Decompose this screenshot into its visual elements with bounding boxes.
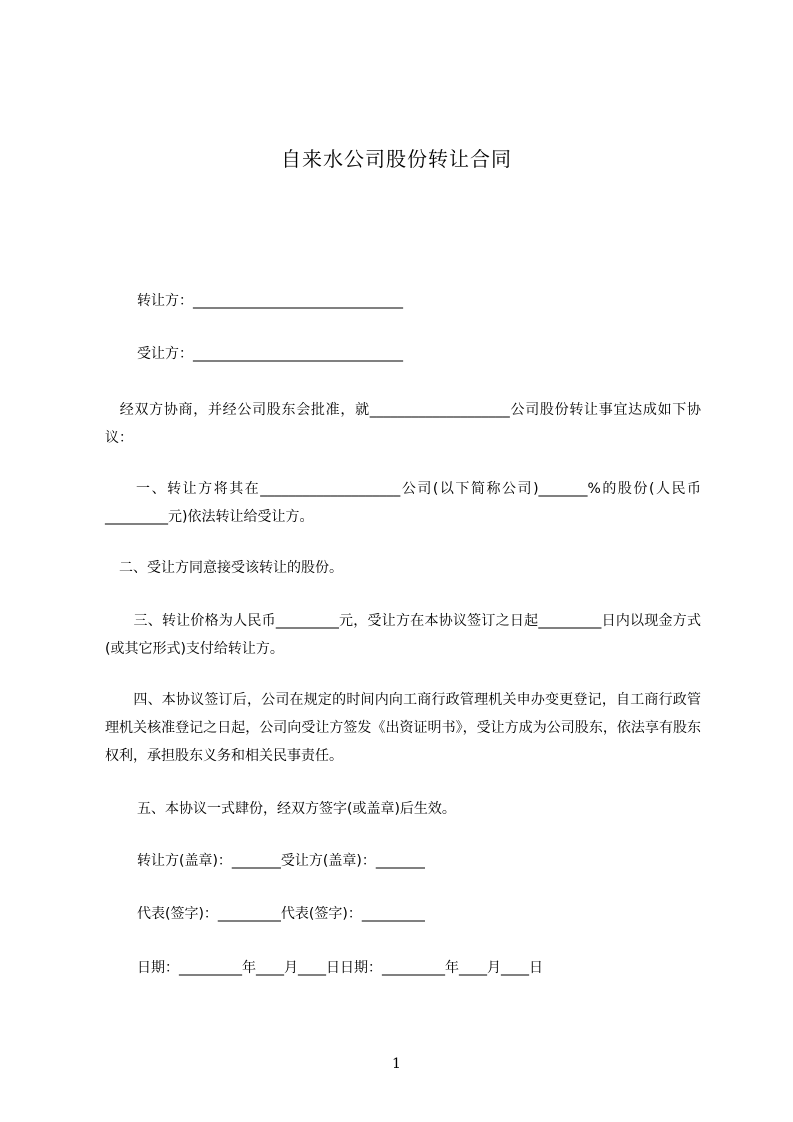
- clause-2-paragraph: 二、受让方同意接受该转让的股份。: [105, 560, 343, 576]
- clause-5-paragraph: 五、本协议一式肆份，经双方签字(或盖章)后生效。: [137, 801, 456, 817]
- representative-signature-line: 代表(签字)：_________代表(签字)：_________: [137, 906, 425, 922]
- clause-3-paragraph: 三、转让价格为人民币_________元，受让方在本协议签订之日起_________日内以现金方式(或其它形式)支付给转让方。: [105, 613, 701, 657]
- page-number: 1: [392, 1056, 401, 1072]
- seal-signature-line: 转让方(盖章)：_______受让方(盖章)：_______: [137, 853, 425, 869]
- date-line: 日期：_________年____月____日日期：_________年____月____日: [137, 960, 543, 976]
- transferee-line: 受让方：______________________________: [137, 346, 403, 362]
- intro-paragraph: 经双方协商，并经公司股东会批准，就____________________公司股份转让事宜达成如下协议：: [105, 402, 701, 446]
- clause-1-paragraph: 一、转让方将其在____________________公司(以下简称公司)_______%的股份(人民币_________元)依法转让给受让方。: [105, 481, 701, 525]
- document-title: 自来水公司股份转让合同: [281, 147, 512, 171]
- transferor-line: 转让方：______________________________: [137, 293, 403, 309]
- clause-4-paragraph: 四、本协议签订后，公司在规定的时间内向工商行政管理机关申办变更登记，自工商行政管理机关核准登记之日起，公司向受让方签发《出资证明书》，受让方成为公司股东，依法享有股东权利，承担股东义务和相关民事责任。: [105, 692, 701, 764]
